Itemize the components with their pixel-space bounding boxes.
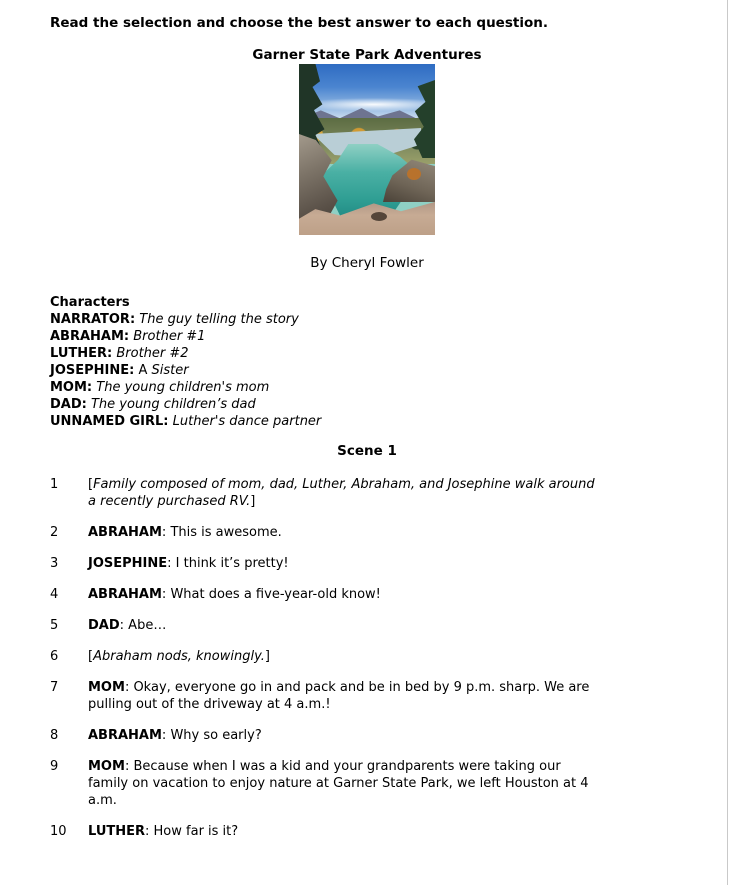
dialogue [88,617,603,634]
dialogue [88,727,603,744]
byline: By Cheryl Fowler [310,255,424,271]
photo-orange-bush [407,168,421,180]
script-line [50,617,674,634]
speaker-name: ABRAHAM [88,525,162,540]
speaker-separator: : [124,759,134,774]
speaker-separator: : [167,556,176,571]
speaker-name: MOM [88,759,125,774]
dialogue [88,758,603,809]
character-desc: The young children's mom [96,380,270,395]
dialogue [88,555,603,572]
character-entry [50,345,674,362]
speaker-name: DAD [88,618,120,633]
dialogue [88,524,603,541]
line-number: 4 [50,587,59,602]
speaker-separator: : [119,618,129,633]
character-name: NARRATOR: [50,312,136,327]
park-photo [299,64,435,235]
character-name: JOSEPHINE: [50,363,135,378]
script-line [50,823,674,840]
character-desc: The guy telling the story [139,312,299,327]
character-name: DAD: [50,397,87,412]
script-line [50,648,674,665]
bracket-open: [ [88,649,94,664]
line-number: 10 [50,824,67,839]
line-number: 6 [50,649,59,664]
character-entry [50,311,674,328]
character-name: LUTHER: [50,346,113,361]
stage-direction [88,648,603,665]
script-line [50,758,674,809]
character-entry [50,413,674,430]
script-line [50,524,674,541]
character-entry [50,379,674,396]
character-entry [50,362,674,379]
script-line [50,586,674,603]
characters-heading: Characters [50,295,130,310]
speaker-separator: : [161,525,171,540]
dialogue [88,679,603,713]
character-desc: Brother #2 [116,346,189,361]
dialogue [88,586,603,603]
line-number: 9 [50,759,59,774]
speaker-separator: : [145,824,154,839]
speaker-separator: : [124,680,134,695]
character-desc: Luther's dance partner [172,414,322,429]
stage-direction [88,476,603,510]
script-section [0,476,734,840]
dialogue-text: Because when I was a kid and your grandparents were taking our family on vacation to enjoy nature at Garner State Park, we left Houston at 4 a.m. [88,759,589,808]
speaker-name: MOM [88,680,125,695]
dialogue-text: Okay, everyone go in and pack and be in bed by 9 p.m. sharp. We are pulling out of the driveway at 4 a.m.! [88,680,590,712]
dialogue [88,823,603,840]
script-line [50,476,674,510]
photo-rock-hole [371,212,387,221]
script-line [50,679,674,713]
dialogue-text: Why so early? [170,728,262,743]
bracket-close: ] [264,649,270,664]
line-number: 8 [50,728,59,743]
character-desc-prefix: A [138,363,152,378]
bracket-close: ] [250,494,256,509]
dialogue-text: How far is it? [153,824,239,839]
speaker-separator: : [161,728,171,743]
stage-text: Abraham nods, knowingly. [93,649,265,664]
character-desc: The young children’s dad [90,397,256,412]
line-number: 3 [50,556,59,571]
dialogue-text: Abe… [128,618,167,633]
speaker-separator: : [161,587,171,602]
scene-heading: Scene 1 [337,443,397,459]
story-title: Garner State Park Adventures [252,47,482,63]
character-entry [50,328,674,345]
dialogue-text: What does a five-year-old know! [170,587,381,602]
character-name: UNNAMED GIRL: [50,414,169,429]
character-desc: Sister [151,363,189,378]
speaker-name: ABRAHAM [88,728,162,743]
dialogue-text: This is awesome. [170,525,282,540]
speaker-name: ABRAHAM [88,587,162,602]
bracket-open: [ [88,477,94,492]
line-number: 1 [50,477,59,492]
stage-text: Family composed of mom, dad, Luther, Abraham, and Josephine walk around a recently purchased RV. [88,477,595,509]
dialogue-text: I think it’s pretty! [175,556,289,571]
speaker-name: LUTHER [88,824,146,839]
line-number: 5 [50,618,59,633]
characters-section [50,294,674,430]
character-name: MOM: [50,380,93,395]
instruction-heading: Read the selection and choose the best answer to each question. [50,15,548,31]
script-line [50,727,674,744]
speaker-name: JOSEPHINE [88,556,168,571]
character-entry [50,396,674,413]
line-number: 2 [50,525,59,540]
line-number: 7 [50,680,59,695]
character-name: ABRAHAM: [50,329,130,344]
character-desc: Brother #1 [133,329,206,344]
script-line [50,555,674,572]
page-right-border [727,0,728,885]
